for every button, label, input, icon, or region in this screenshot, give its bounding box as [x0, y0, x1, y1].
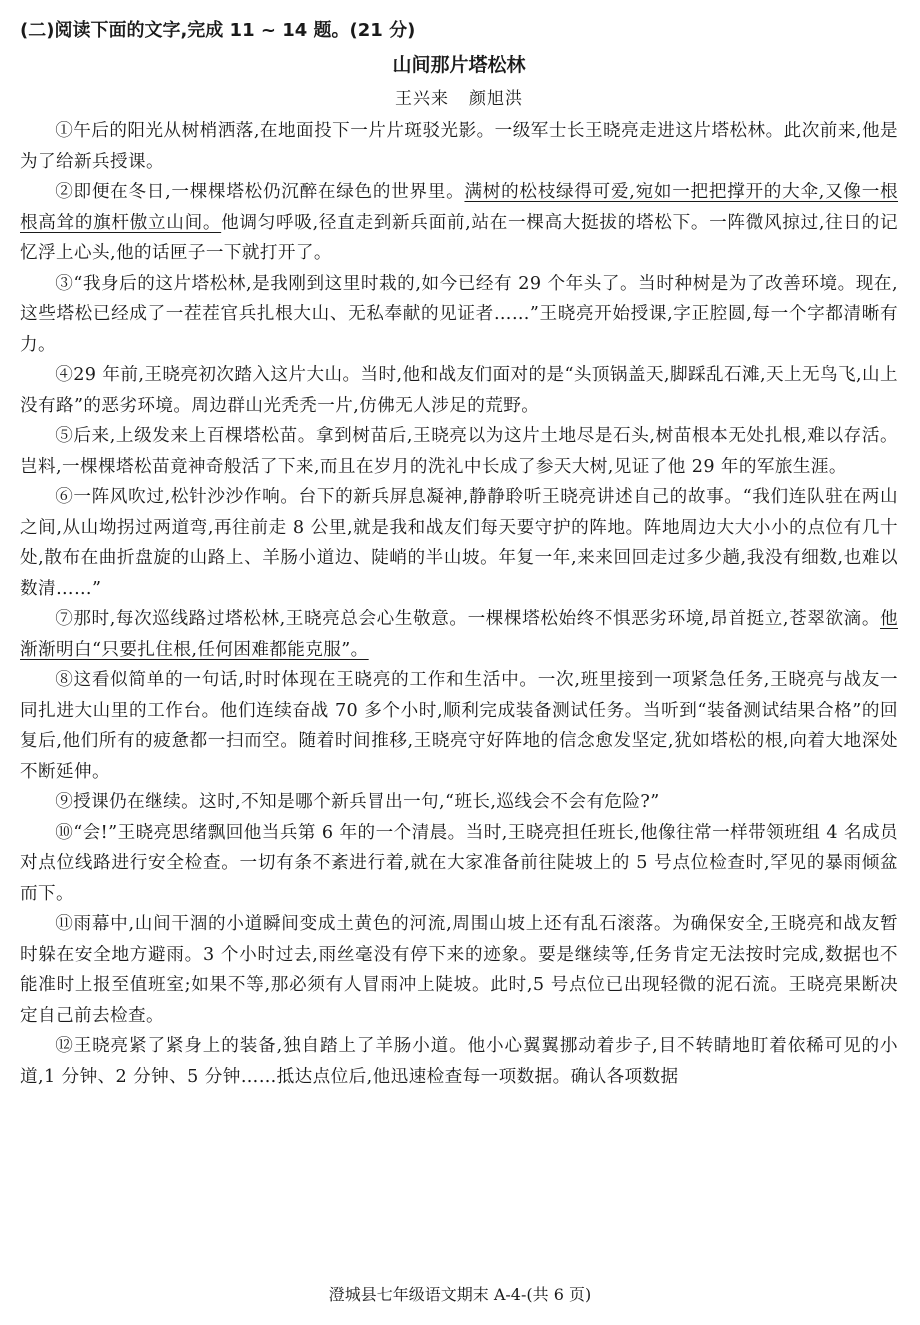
- author-name: 颜旭洪: [469, 89, 523, 109]
- paragraph-2-text-after: 他调匀呼吸,径直走到新兵面前,站在一棵高大挺拔的塔松下。一阵微风掠过,往日的记忆浮上心头,他的话匣子一下就打开了。: [20, 212, 898, 263]
- article-title: 山间那片塔松林: [392, 54, 526, 76]
- paragraph-7-underlined-sentence: 他渐渐明白“只要扎住根,任何困难都能克服”。: [20, 609, 898, 660]
- paragraph-7-text-before: ⑦那时,每次巡线路过塔松林,王晓亮总会心生敬意。一棵棵塔松始终不惧恶劣环境,昂首挺立,苍翠欲滴。: [55, 609, 880, 629]
- paragraph-2-text-before: ②即便在冬日,一棵棵塔松仍沉醉在绿色的世界里。: [55, 182, 465, 202]
- paragraph-12: ⑫王晓亮紧了紧身上的装备,独自踏上了羊肠小道。他小心翼翼挪动着步子,目不转睛地盯着依稀可见的小道,1 分钟、2 分钟、5 分钟……抵达点位后,他迅速检查每一项数据。确认各项数据: [20, 1036, 898, 1087]
- author-name: 王兴来: [395, 89, 449, 109]
- paragraph-2: [20, 177, 898, 269]
- paragraph-9: ⑨授课仍在继续。这时,不知是哪个新兵冒出一句,“班长,巡线会不会有危险?”: [55, 792, 660, 812]
- paragraph-5: ⑤后来,上级发来上百棵塔松苗。拿到树苗后,王晓亮以为这片土地尽是石头,树苗根本无处扎根,难以存活。岂料,一棵棵塔松苗竟神奇般活了下来,而且在岁月的洗礼中长成了参天大树,见证了他 29 年的军旅生涯。: [20, 426, 898, 477]
- article-body: [20, 116, 898, 1092]
- page-footer: 澄城县七年级语文期末 A-4-(共 6 页): [328, 1285, 592, 1304]
- paragraph-6: ⑥一阵风吹过,松针沙沙作响。台下的新兵屏息凝神,静静聆听王晓亮讲述自己的故事。“我们连队驻在两山之间,从山坳拐过两道弯,再往前走 8 公里,就是我和战友们每天要守护的阵地。阵地周边大大小小的点位有几十处,散布在曲折盘旋的山路上、羊肠小道边、陡峭的半山坡。年复一年,来来回回走过多少趟,我没有细数,也难以数清……”: [20, 487, 898, 599]
- paragraph-8: ⑧这看似简单的一句话,时时体现在王晓亮的工作和生活中。一次,班里接到一项紧急任务,王晓亮与战友一同扎进大山里的工作台。他们连续奋战 70 多个小时,顺利完成装备测试任务。当听到“装备测试结果合格”的回复后,他们所有的疲惫都一扫而空。随着时间推移,王晓亮守好阵地的信念愈发坚定,犹如塔松的根,向着大地深处不断延伸。: [20, 670, 898, 782]
- paragraph-3: ③“我身后的这片塔松林,是我刚到这里时栽的,如今已经有 29 个年头了。当时种树是为了改善环境。现在,这些塔松已经成了一茬茬官兵扎根大山、无私奉献的见证者……”王晓亮开始授课,字正腔圆,每一个字都清晰有力。: [20, 273, 898, 355]
- paragraph-7: [20, 604, 898, 665]
- article-authors: [20, 82, 898, 116]
- paragraph-4: ④29 年前,王晓亮初次踏入这片大山。当时,他和战友们面对的是“头顶锅盖天,脚踩乱石滩,天上无鸟飞,山上没有路”的恶劣环境。周边群山光秃秃一片,仿佛无人涉足的荒野。: [20, 365, 898, 416]
- paragraph-2-underlined-sentence: 满树的松枝绿得可爱,宛如一把把撑开的大伞,又像一根根高耸的旗杆傲立山间。: [20, 182, 899, 233]
- paragraph-1: ①午后的阳光从树梢洒落,在地面投下一片片斑驳光影。一级军士长王晓亮走进这片塔松林。此次前来,他是为了给新兵授课。: [20, 121, 898, 172]
- paragraph-10: ⑩“会!”王晓亮思绪飘回他当兵第 6 年的一个清晨。当时,王晓亮担任班长,他像往常一样带领班组 4 名成员对点位线路进行安全检查。一切有条不紊进行着,就在大家准备前往陡坡上的 5 号点位检查时,罕见的暴雨倾盆而下。: [20, 822, 898, 904]
- paragraph-11: ⑪雨幕中,山间干涸的小道瞬间变成土黄色的河流,周围山坡上还有乱石滚落。为确保安全,王晓亮和战友暂时躲在安全地方避雨。3 个小时过去,雨丝毫没有停下来的迹象。要是继续等,任务肯定无法按时完成,数据也不能准时上报至值班室;如果不等,那必须有人冒雨冲上陡坡。此时,5 号点位已出现轻微的泥石流。王晓亮果断决定自己前去检查。: [20, 914, 898, 1026]
- section-heading: (二)阅读下面的文字,完成 11 ~ 14 题。(21 分): [20, 20, 416, 41]
- exam-page: [20, 14, 898, 1092]
